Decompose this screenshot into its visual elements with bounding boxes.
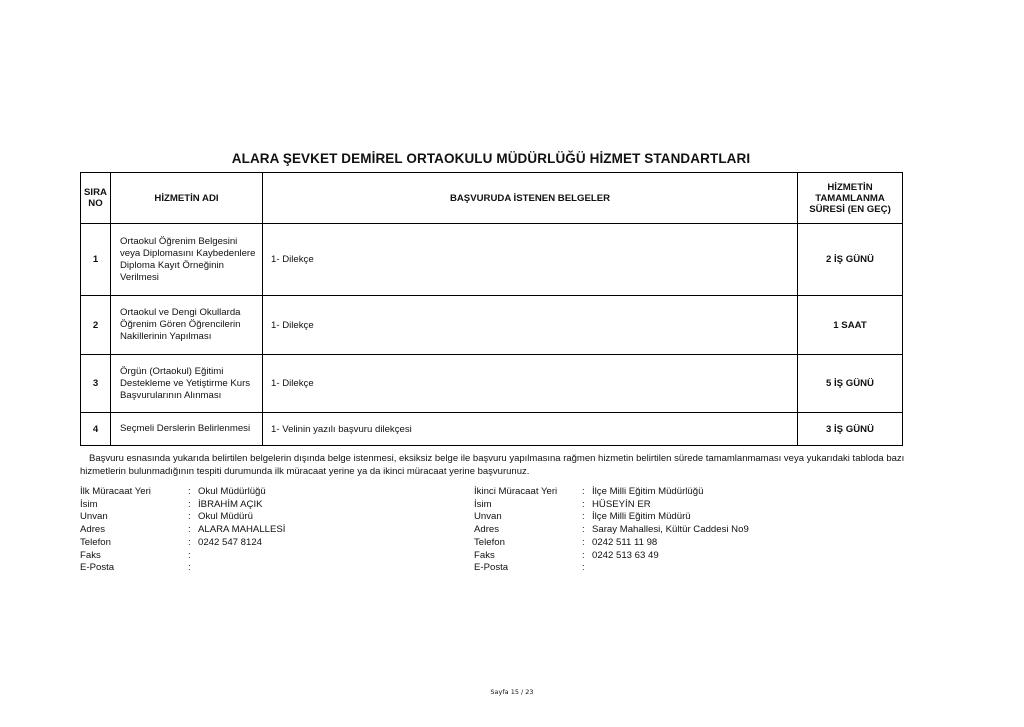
contact-separator: :	[188, 549, 191, 561]
completion-time: 5 İŞ GÜNÜ	[798, 355, 903, 413]
table-row	[81, 224, 903, 296]
contact-label: E-Posta	[80, 562, 115, 574]
contact-label: İsim	[80, 498, 98, 510]
contact-label: Telefon	[474, 536, 505, 548]
contact-label: İlk Müracaat Yeri	[80, 486, 151, 497]
completion-time: 3 İŞ GÜNÜ	[798, 413, 903, 446]
contact-separator: :	[188, 486, 191, 497]
required-documents: 1- Dilekçe	[263, 224, 798, 296]
contact-row	[80, 524, 285, 537]
completion-time: 2 İŞ GÜNÜ	[798, 224, 903, 296]
completion-time: 1 SAAT	[798, 296, 903, 355]
contact-separator: :	[188, 498, 191, 510]
contact-row	[80, 562, 285, 575]
contact-value: İlçe Milli Eğitim Müdürü	[592, 511, 691, 523]
contact-separator: :	[188, 536, 191, 548]
contact-value: Okul Müdürlüğü	[198, 486, 266, 497]
contact-row	[474, 537, 749, 550]
contact-separator: :	[582, 562, 585, 574]
contact-separator: :	[582, 486, 585, 497]
table-row	[81, 413, 903, 446]
service-name: Ortaokul Öğrenim Belgesini veya Diplomasını Kaybedenlere Diploma Kayıt Örneğinin Verilmesi	[111, 224, 263, 296]
contact-row	[474, 550, 749, 563]
row-number: 3	[81, 355, 111, 413]
row-number: 4	[81, 413, 111, 446]
second-contact-block	[474, 486, 749, 575]
contact-row	[474, 499, 749, 512]
row-number: 1	[81, 224, 111, 296]
contact-value: Saray Mahallesi, Kültür Caddesi No9	[592, 524, 749, 536]
contact-row	[80, 486, 285, 499]
contact-row	[474, 511, 749, 524]
contact-row	[80, 511, 285, 524]
table-row	[81, 296, 903, 355]
required-documents: 1- Dilekçe	[263, 296, 798, 355]
contact-row	[474, 562, 749, 575]
contact-row	[80, 550, 285, 563]
service-name: Seçmeli Derslerin Belirlenmesi	[111, 413, 263, 446]
contact-label: İsim	[474, 498, 492, 510]
contact-separator: :	[582, 549, 585, 561]
complaint-note: Başvuru esnasında yukarıda belirtilen belgelerin dışında belge istenmesi, eksiksiz belge ile başvuru yapılmasına rağmen hizmetin belirtilen sürede tamamlanmaması veya yukarıdaki tabloda bazı hizmetlerin bulunmadığının tespiti durumunda ilk müracaat yerine ya da ikinci müracaat yerine başvurunuz.	[80, 453, 905, 477]
page-number: Sayfa 15 / 23	[490, 688, 534, 696]
contact-value: HÜSEYİN ER	[592, 498, 651, 510]
row-number: 2	[81, 296, 111, 355]
contact-label: E-Posta	[474, 562, 509, 574]
contact-label: Faks	[80, 549, 101, 561]
contact-separator: :	[582, 498, 585, 510]
required-documents: 1- Velinin yazılı başvuru dilekçesi	[263, 413, 798, 446]
service-name: Örgün (Ortaokul) Eğitimi Destekleme ve Yetiştirme Kurs Başvurularının Alınması	[111, 355, 263, 413]
required-documents: 1- Dilekçe	[263, 355, 798, 413]
contact-label: Unvan	[474, 511, 502, 523]
contact-value: Okul Müdürü	[198, 511, 253, 523]
contact-row	[474, 524, 749, 537]
contact-separator: :	[582, 536, 585, 548]
contact-label: İkinci Müracaat Yeri	[474, 486, 558, 497]
service-standards-table	[80, 172, 903, 446]
contact-value: İBRAHİM AÇIK	[198, 498, 263, 510]
contact-value: İlçe Milli Eğitim Müdürlüğü	[592, 486, 704, 497]
table-header-row	[81, 173, 903, 224]
contact-label: Unvan	[80, 511, 108, 523]
header-service-name: HİZMETİN ADI	[111, 173, 263, 224]
contact-label: Telefon	[80, 536, 111, 548]
contact-label: Adres	[474, 524, 500, 536]
contact-value: 0242 511 11 98	[592, 536, 658, 548]
first-contact-block	[80, 486, 285, 575]
page-title: ALARA ŞEVKET DEMİREL ORTAOKULU MÜDÜRLÜĞÜ HİZMET STANDARTLARI	[231, 151, 751, 166]
contact-row	[474, 486, 749, 499]
contact-separator: :	[582, 511, 585, 523]
table-row	[81, 355, 903, 413]
contact-separator: :	[188, 511, 191, 523]
contact-value: 0242 547 8124	[198, 536, 263, 548]
header-sira-no: SIRA NO	[81, 173, 111, 224]
contact-separator: :	[188, 562, 191, 574]
header-required-documents: BAŞVURUDA İSTENEN BELGELER	[263, 173, 798, 224]
contact-value: 0242 513 63 49	[592, 549, 659, 561]
contact-separator: :	[188, 524, 191, 536]
contact-row	[80, 499, 285, 512]
contact-label: Faks	[474, 549, 495, 561]
contact-label: Adres	[80, 524, 106, 536]
header-completion-time: HİZMETİN TAMAMLANMA SÜRESİ (EN GEÇ)	[798, 173, 903, 224]
contact-separator: :	[582, 524, 585, 536]
contact-value: ALARA MAHALLESİ	[198, 524, 286, 536]
contact-row	[80, 537, 285, 550]
service-name: Ortaokul ve Dengi Okullarda Öğrenim Gören Öğrencilerin Nakillerinin Yapılması	[111, 296, 263, 355]
